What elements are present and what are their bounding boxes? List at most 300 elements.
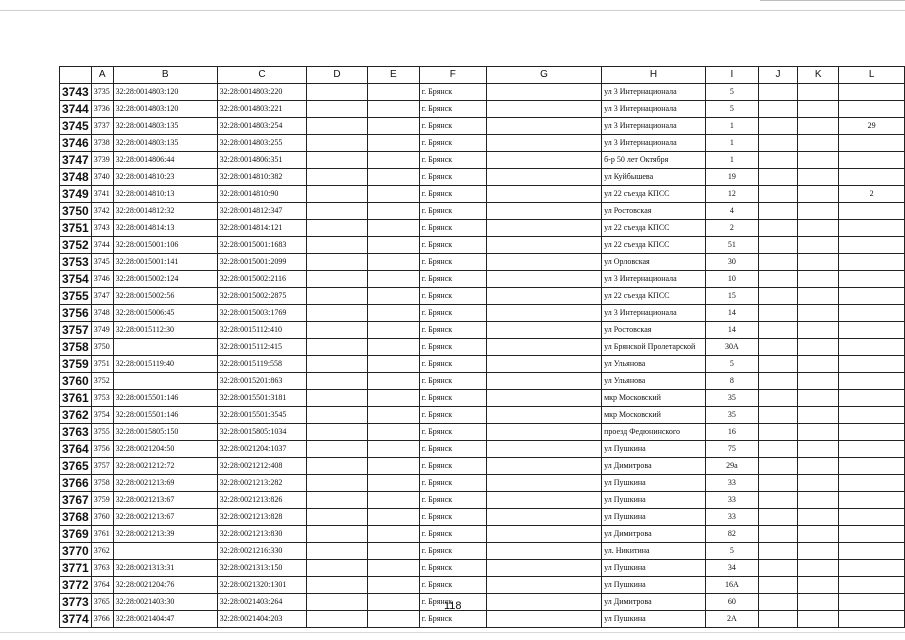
cell-d[interactable]: [307, 424, 368, 441]
cell-e[interactable]: [367, 560, 419, 577]
cell-e[interactable]: [367, 203, 419, 220]
cell-h[interactable]: ул Димитрова: [602, 458, 706, 475]
cell-k[interactable]: [798, 543, 839, 560]
cell-c[interactable]: 32:28:0014803:220: [217, 84, 307, 101]
cell-c[interactable]: 32:28:0015003:1769: [217, 305, 307, 322]
cell-k[interactable]: [798, 254, 839, 271]
column-header-c[interactable]: C: [217, 67, 307, 84]
cell-k[interactable]: [798, 373, 839, 390]
cell-e[interactable]: [367, 475, 419, 492]
cell-a[interactable]: 3752: [91, 373, 113, 390]
cell-i[interactable]: 2: [705, 220, 758, 237]
column-header-a[interactable]: A: [91, 67, 113, 84]
cell-h[interactable]: мкр Московский: [602, 390, 706, 407]
cell-g[interactable]: [486, 543, 601, 560]
cell-d[interactable]: [307, 101, 368, 118]
cell-c[interactable]: 32:28:0014806:351: [217, 152, 307, 169]
cell-l[interactable]: [839, 356, 905, 373]
cell-j[interactable]: [758, 390, 797, 407]
cell-g[interactable]: [486, 118, 601, 135]
cell-g[interactable]: [486, 407, 601, 424]
cell-l[interactable]: [839, 424, 905, 441]
row-number[interactable]: 3755: [60, 288, 92, 305]
cell-d[interactable]: [307, 373, 368, 390]
cell-c[interactable]: 32:28:0021320:1301: [217, 577, 307, 594]
cell-f[interactable]: г. Брянск: [419, 135, 486, 152]
cell-e[interactable]: [367, 84, 419, 101]
row-number[interactable]: 3763: [60, 424, 92, 441]
cell-g[interactable]: [486, 101, 601, 118]
row-number[interactable]: 3753: [60, 254, 92, 271]
cell-a[interactable]: 3741: [91, 186, 113, 203]
cell-b[interactable]: 32:28:0015501:146: [113, 390, 217, 407]
cell-l[interactable]: [839, 203, 905, 220]
cell-k[interactable]: [798, 305, 839, 322]
cell-h[interactable]: ул Куйбышева: [602, 169, 706, 186]
row-number[interactable]: 3761: [60, 390, 92, 407]
cell-f[interactable]: г. Брянск: [419, 84, 486, 101]
cell-a[interactable]: 3766: [91, 611, 113, 628]
cell-k[interactable]: [798, 186, 839, 203]
cell-c[interactable]: 32:28:0021216:330: [217, 543, 307, 560]
cell-b[interactable]: [113, 373, 217, 390]
cell-f[interactable]: г. Брянск: [419, 220, 486, 237]
cell-h[interactable]: ул Димитрова: [602, 594, 706, 611]
cell-g[interactable]: [486, 237, 601, 254]
cell-i[interactable]: 16: [705, 424, 758, 441]
cell-d[interactable]: [307, 118, 368, 135]
cell-i[interactable]: 5: [705, 543, 758, 560]
cell-g[interactable]: [486, 271, 601, 288]
row-number[interactable]: 3749: [60, 186, 92, 203]
column-header-k[interactable]: K: [798, 67, 839, 84]
cell-l[interactable]: [839, 509, 905, 526]
cell-e[interactable]: [367, 407, 419, 424]
cell-j[interactable]: [758, 101, 797, 118]
cell-d[interactable]: [307, 322, 368, 339]
cell-f[interactable]: г. Брянск: [419, 509, 486, 526]
cell-c[interactable]: 32:28:0021212:408: [217, 458, 307, 475]
cell-e[interactable]: [367, 458, 419, 475]
cell-i[interactable]: 14: [705, 305, 758, 322]
cell-e[interactable]: [367, 254, 419, 271]
cell-e[interactable]: [367, 186, 419, 203]
cell-f[interactable]: г. Брянск: [419, 407, 486, 424]
cell-g[interactable]: [486, 254, 601, 271]
cell-e[interactable]: [367, 509, 419, 526]
cell-g[interactable]: [486, 526, 601, 543]
cell-a[interactable]: 3751: [91, 356, 113, 373]
cell-h[interactable]: ул Пушкина: [602, 611, 706, 628]
cell-a[interactable]: 3744: [91, 237, 113, 254]
cell-e[interactable]: [367, 220, 419, 237]
cell-g[interactable]: [486, 84, 601, 101]
cell-b[interactable]: 32:28:0014803:135: [113, 135, 217, 152]
cell-h[interactable]: ул Пушкина: [602, 475, 706, 492]
cell-b[interactable]: 32:28:0014810:23: [113, 169, 217, 186]
cell-b[interactable]: 32:28:0015002:56: [113, 288, 217, 305]
cell-e[interactable]: [367, 152, 419, 169]
cell-k[interactable]: [798, 475, 839, 492]
cell-h[interactable]: ул 3 Интернационала: [602, 305, 706, 322]
cell-a[interactable]: 3735: [91, 84, 113, 101]
cell-b[interactable]: 32:28:0021213:67: [113, 492, 217, 509]
cell-c[interactable]: 32:28:0015112:415: [217, 339, 307, 356]
cell-j[interactable]: [758, 492, 797, 509]
cell-j[interactable]: [758, 339, 797, 356]
cell-b[interactable]: 32:28:0014806:44: [113, 152, 217, 169]
cell-i[interactable]: 30А: [705, 339, 758, 356]
cell-f[interactable]: г. Брянск: [419, 101, 486, 118]
row-number[interactable]: 3758: [60, 339, 92, 356]
row-number[interactable]: 3745: [60, 118, 92, 135]
cell-g[interactable]: [486, 509, 601, 526]
cell-j[interactable]: [758, 356, 797, 373]
cell-h[interactable]: ул 3 Интернационала: [602, 135, 706, 152]
cell-f[interactable]: г. Брянск: [419, 186, 486, 203]
cell-j[interactable]: [758, 526, 797, 543]
cell-g[interactable]: [486, 390, 601, 407]
cell-e[interactable]: [367, 611, 419, 628]
cell-g[interactable]: [486, 203, 601, 220]
cell-k[interactable]: [798, 560, 839, 577]
cell-l[interactable]: [839, 101, 905, 118]
cell-a[interactable]: 3756: [91, 441, 113, 458]
cell-l[interactable]: [839, 458, 905, 475]
cell-d[interactable]: [307, 135, 368, 152]
cell-f[interactable]: г. Брянск: [419, 458, 486, 475]
cell-c[interactable]: 32:28:0015002:2116: [217, 271, 307, 288]
cell-e[interactable]: [367, 288, 419, 305]
cell-c[interactable]: 32:28:0015001:1683: [217, 237, 307, 254]
cell-j[interactable]: [758, 543, 797, 560]
cell-g[interactable]: [486, 611, 601, 628]
cell-c[interactable]: 32:28:0015001:2099: [217, 254, 307, 271]
cell-l[interactable]: [839, 288, 905, 305]
cell-k[interactable]: [798, 424, 839, 441]
row-number[interactable]: 3772: [60, 577, 92, 594]
cell-k[interactable]: [798, 458, 839, 475]
row-number[interactable]: 3765: [60, 458, 92, 475]
cell-c[interactable]: 32:28:0014803:255: [217, 135, 307, 152]
cell-l[interactable]: [839, 373, 905, 390]
cell-h[interactable]: ул Пушкина: [602, 441, 706, 458]
cell-f[interactable]: г. Брянск: [419, 594, 486, 611]
cell-b[interactable]: 32:28:0021313:31: [113, 560, 217, 577]
cell-a[interactable]: 3738: [91, 135, 113, 152]
cell-i[interactable]: 5: [705, 101, 758, 118]
cell-f[interactable]: г. Брянск: [419, 322, 486, 339]
cell-a[interactable]: 3762: [91, 543, 113, 560]
cell-f[interactable]: г. Брянск: [419, 390, 486, 407]
cell-i[interactable]: 12: [705, 186, 758, 203]
cell-d[interactable]: [307, 339, 368, 356]
cell-i[interactable]: 33: [705, 509, 758, 526]
cell-i[interactable]: 30: [705, 254, 758, 271]
cell-f[interactable]: г. Брянск: [419, 271, 486, 288]
cell-a[interactable]: 3763: [91, 560, 113, 577]
cell-g[interactable]: [486, 424, 601, 441]
cell-c[interactable]: 32:28:0014814:121: [217, 220, 307, 237]
cell-c[interactable]: 32:28:0015002:2875: [217, 288, 307, 305]
cell-h[interactable]: ул Ульянова: [602, 356, 706, 373]
cell-a[interactable]: 3753: [91, 390, 113, 407]
column-header-g[interactable]: G: [486, 67, 601, 84]
cell-g[interactable]: [486, 135, 601, 152]
cell-j[interactable]: [758, 84, 797, 101]
cell-e[interactable]: [367, 271, 419, 288]
cell-h[interactable]: ул 3 Интернационала: [602, 271, 706, 288]
cell-c[interactable]: 32:28:0015501:3545: [217, 407, 307, 424]
cell-b[interactable]: 32:28:0015006:45: [113, 305, 217, 322]
cell-d[interactable]: [307, 407, 368, 424]
cell-h[interactable]: ул 3 Интернационала: [602, 84, 706, 101]
cell-b[interactable]: [113, 339, 217, 356]
cell-f[interactable]: г. Брянск: [419, 203, 486, 220]
cell-c[interactable]: 32:28:0015112:410: [217, 322, 307, 339]
cell-g[interactable]: [486, 560, 601, 577]
cell-i[interactable]: 1: [705, 135, 758, 152]
cell-i[interactable]: 75: [705, 441, 758, 458]
cell-a[interactable]: 3743: [91, 220, 113, 237]
cell-l[interactable]: [839, 305, 905, 322]
cell-l[interactable]: [839, 84, 905, 101]
cell-e[interactable]: [367, 169, 419, 186]
cell-c[interactable]: 32:28:0021213:282: [217, 475, 307, 492]
cell-a[interactable]: 3736: [91, 101, 113, 118]
cell-a[interactable]: 3745: [91, 254, 113, 271]
cell-b[interactable]: 32:28:0021204:76: [113, 577, 217, 594]
column-header-d[interactable]: D: [307, 67, 368, 84]
cell-a[interactable]: 3740: [91, 169, 113, 186]
row-number[interactable]: 3757: [60, 322, 92, 339]
row-number[interactable]: 3752: [60, 237, 92, 254]
cell-j[interactable]: [758, 152, 797, 169]
cell-l[interactable]: [839, 135, 905, 152]
cell-f[interactable]: г. Брянск: [419, 475, 486, 492]
cell-k[interactable]: [798, 237, 839, 254]
cell-h[interactable]: ул Ростовская: [602, 203, 706, 220]
cell-i[interactable]: 5: [705, 84, 758, 101]
cell-i[interactable]: 35: [705, 390, 758, 407]
cell-j[interactable]: [758, 237, 797, 254]
cell-a[interactable]: 3739: [91, 152, 113, 169]
cell-l[interactable]: [839, 339, 905, 356]
cell-a[interactable]: 3757: [91, 458, 113, 475]
cell-k[interactable]: [798, 390, 839, 407]
cell-f[interactable]: г. Брянск: [419, 356, 486, 373]
cell-b[interactable]: 32:28:0021213:39: [113, 526, 217, 543]
cell-a[interactable]: 3747: [91, 288, 113, 305]
cell-h[interactable]: ул 22 съезда КПСС: [602, 186, 706, 203]
cell-d[interactable]: [307, 560, 368, 577]
cell-h[interactable]: ул 3 Интернационала: [602, 101, 706, 118]
cell-h[interactable]: мкр Московский: [602, 407, 706, 424]
cell-k[interactable]: [798, 594, 839, 611]
cell-j[interactable]: [758, 118, 797, 135]
cell-h[interactable]: ул Пушкина: [602, 492, 706, 509]
column-header-e[interactable]: E: [367, 67, 419, 84]
cell-l[interactable]: [839, 611, 905, 628]
cell-f[interactable]: г. Брянск: [419, 441, 486, 458]
cell-j[interactable]: [758, 288, 797, 305]
cell-b[interactable]: 32:28:0021213:69: [113, 475, 217, 492]
cell-h[interactable]: ул Ростовская: [602, 322, 706, 339]
cell-e[interactable]: [367, 101, 419, 118]
cell-d[interactable]: [307, 390, 368, 407]
cell-c[interactable]: 32:28:0015201:863: [217, 373, 307, 390]
cell-d[interactable]: [307, 305, 368, 322]
cell-j[interactable]: [758, 254, 797, 271]
cell-l[interactable]: [839, 237, 905, 254]
row-number[interactable]: 3762: [60, 407, 92, 424]
cell-f[interactable]: г. Брянск: [419, 526, 486, 543]
cell-k[interactable]: [798, 322, 839, 339]
row-number[interactable]: 3754: [60, 271, 92, 288]
cell-c[interactable]: 32:28:0015119:558: [217, 356, 307, 373]
cell-b[interactable]: 32:28:0021404:47: [113, 611, 217, 628]
cell-j[interactable]: [758, 594, 797, 611]
cell-j[interactable]: [758, 271, 797, 288]
row-number[interactable]: 3767: [60, 492, 92, 509]
cell-l[interactable]: [839, 577, 905, 594]
cell-f[interactable]: г. Брянск: [419, 288, 486, 305]
cell-l[interactable]: 29: [839, 118, 905, 135]
cell-a[interactable]: 3746: [91, 271, 113, 288]
row-number[interactable]: 3750: [60, 203, 92, 220]
cell-l[interactable]: 2: [839, 186, 905, 203]
cell-f[interactable]: г. Брянск: [419, 254, 486, 271]
cell-c[interactable]: 32:28:0015501:3181: [217, 390, 307, 407]
cell-a[interactable]: 3761: [91, 526, 113, 543]
cell-b[interactable]: 32:28:0014803:120: [113, 84, 217, 101]
cell-e[interactable]: [367, 492, 419, 509]
row-number[interactable]: 3747: [60, 152, 92, 169]
cell-b[interactable]: 32:28:0021213:67: [113, 509, 217, 526]
cell-a[interactable]: 3737: [91, 118, 113, 135]
cell-e[interactable]: [367, 390, 419, 407]
cell-f[interactable]: г. Брянск: [419, 169, 486, 186]
cell-f[interactable]: г. Брянск: [419, 305, 486, 322]
cell-a[interactable]: 3765: [91, 594, 113, 611]
cell-k[interactable]: [798, 288, 839, 305]
row-number[interactable]: 3746: [60, 135, 92, 152]
cell-i[interactable]: 16А: [705, 577, 758, 594]
cell-d[interactable]: [307, 441, 368, 458]
cell-d[interactable]: [307, 509, 368, 526]
cell-k[interactable]: [798, 169, 839, 186]
cell-e[interactable]: [367, 118, 419, 135]
cell-k[interactable]: [798, 203, 839, 220]
cell-g[interactable]: [486, 441, 601, 458]
cell-l[interactable]: [839, 254, 905, 271]
cell-i[interactable]: 14: [705, 322, 758, 339]
cell-k[interactable]: [798, 339, 839, 356]
cell-g[interactable]: [486, 305, 601, 322]
cell-i[interactable]: 33: [705, 492, 758, 509]
cell-i[interactable]: 82: [705, 526, 758, 543]
cell-i[interactable]: 8: [705, 373, 758, 390]
cell-l[interactable]: [839, 526, 905, 543]
cell-l[interactable]: [839, 407, 905, 424]
column-header-l[interactable]: L: [839, 67, 905, 84]
cell-e[interactable]: [367, 339, 419, 356]
cell-l[interactable]: [839, 543, 905, 560]
cell-j[interactable]: [758, 577, 797, 594]
cell-k[interactable]: [798, 101, 839, 118]
cell-l[interactable]: [839, 475, 905, 492]
cell-a[interactable]: 3760: [91, 509, 113, 526]
cell-h[interactable]: ул Димитрова: [602, 526, 706, 543]
cell-a[interactable]: 3759: [91, 492, 113, 509]
cell-l[interactable]: [839, 492, 905, 509]
cell-b[interactable]: 32:28:0015112:30: [113, 322, 217, 339]
cell-i[interactable]: 19: [705, 169, 758, 186]
cell-k[interactable]: [798, 577, 839, 594]
cell-b[interactable]: 32:28:0014810:13: [113, 186, 217, 203]
cell-a[interactable]: 3758: [91, 475, 113, 492]
cell-d[interactable]: [307, 254, 368, 271]
cell-d[interactable]: [307, 458, 368, 475]
cell-g[interactable]: [486, 339, 601, 356]
column-header-j[interactable]: J: [758, 67, 797, 84]
cell-e[interactable]: [367, 237, 419, 254]
cell-d[interactable]: [307, 526, 368, 543]
cell-j[interactable]: [758, 458, 797, 475]
cell-j[interactable]: [758, 424, 797, 441]
cell-b[interactable]: 32:28:0021212:72: [113, 458, 217, 475]
cell-e[interactable]: [367, 594, 419, 611]
cell-d[interactable]: [307, 577, 368, 594]
cell-h[interactable]: б-р 50 лет Октября: [602, 152, 706, 169]
row-number[interactable]: 3774: [60, 611, 92, 628]
cell-g[interactable]: [486, 373, 601, 390]
row-number[interactable]: 3769: [60, 526, 92, 543]
cell-f[interactable]: г. Брянск: [419, 152, 486, 169]
cell-d[interactable]: [307, 220, 368, 237]
cell-g[interactable]: [486, 322, 601, 339]
cell-b[interactable]: 32:28:0014814:13: [113, 220, 217, 237]
cell-d[interactable]: [307, 152, 368, 169]
cell-j[interactable]: [758, 509, 797, 526]
cell-c[interactable]: 32:28:0021313:150: [217, 560, 307, 577]
cell-b[interactable]: 32:28:0015119:40: [113, 356, 217, 373]
cell-c[interactable]: 32:28:0014812:347: [217, 203, 307, 220]
cell-d[interactable]: [307, 492, 368, 509]
cell-h[interactable]: ул Пушкина: [602, 577, 706, 594]
cell-j[interactable]: [758, 322, 797, 339]
cell-j[interactable]: [758, 203, 797, 220]
cell-f[interactable]: г. Брянск: [419, 339, 486, 356]
cell-h[interactable]: ул 22 съезда КПСС: [602, 288, 706, 305]
cell-f[interactable]: г. Брянск: [419, 543, 486, 560]
cell-g[interactable]: [486, 458, 601, 475]
cell-e[interactable]: [367, 305, 419, 322]
cell-k[interactable]: [798, 135, 839, 152]
cell-d[interactable]: [307, 271, 368, 288]
cell-k[interactable]: [798, 407, 839, 424]
cell-e[interactable]: [367, 543, 419, 560]
cell-c[interactable]: 32:28:0014810:382: [217, 169, 307, 186]
cell-l[interactable]: [839, 441, 905, 458]
cell-d[interactable]: [307, 84, 368, 101]
row-number[interactable]: 3764: [60, 441, 92, 458]
cell-g[interactable]: [486, 152, 601, 169]
cell-l[interactable]: [839, 322, 905, 339]
cell-f[interactable]: г. Брянск: [419, 560, 486, 577]
cell-j[interactable]: [758, 169, 797, 186]
cell-e[interactable]: [367, 424, 419, 441]
